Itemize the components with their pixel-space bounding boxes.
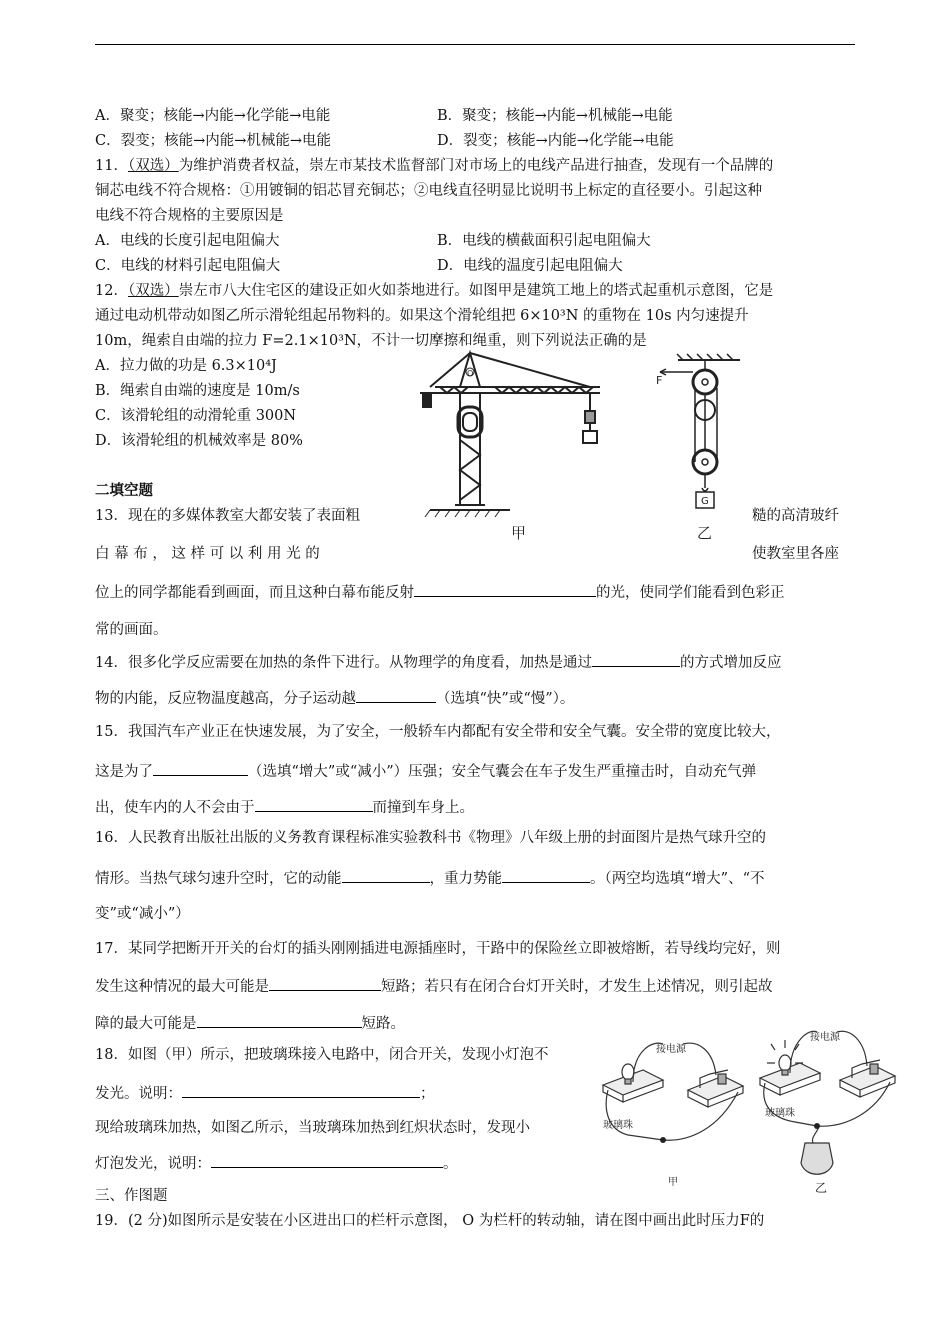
q14-line2a: 物的内能，反应物温度越高，分子运动越 [95, 691, 356, 707]
q13-line3b: 的光，使同学们能看到色彩正 [596, 585, 785, 601]
q17-line2a: 发生这种情况的最大可能是 [95, 979, 269, 995]
q11-number: 11． [95, 158, 128, 174]
q17-line1: 17．某同学把断开开关的台灯的插头刚刚插进电源插座时，干路中的保险丝立即被熔断，若导线均完好，则 [95, 941, 781, 957]
q15-line3 [95, 797, 474, 818]
q13-line3 [95, 582, 785, 603]
q15-line2 [95, 761, 756, 782]
q12-line1 [95, 281, 773, 301]
q15-line1: 15．我国汽车产业正在快速发展，为了安全，一般轿车内都配有安全带和安全气囊。安全带的宽度比较大， [95, 724, 781, 740]
q11-text: 为维护消费者权益，崇左市某技术监督部门对市场上的电线产品进行抽查，发现有一个品牌的 [178, 158, 774, 174]
q17-line3b: 短路。 [361, 1016, 405, 1032]
q15-line3b: 而撞到车身上。 [372, 800, 474, 816]
q11-line3: 电线不符合规格的主要原因是 [95, 208, 284, 224]
q12-option-c: C．该滑轮组的动滑轮重 300N [95, 408, 297, 424]
q17-line2b: 短路；若只有在闭合台灯开关时，才发生上述情况，则引起故 [381, 979, 773, 995]
q14-line1a: 14．很多化学反应需要在加热的条件下进行。从物理学的角度看，加热是通过 [95, 655, 592, 671]
q18-blank-2[interactable] [211, 1153, 443, 1168]
q11-tag: （双选） [127, 158, 179, 174]
q18-line3: 现给玻璃珠加热，如图乙所示，当玻璃珠加热到红炽状态时，发现小 [95, 1120, 530, 1136]
q18-line4b: 。 [443, 1156, 458, 1172]
q12-option-d: D．该滑轮组的机械效率是 80% [95, 433, 303, 449]
pulley-figure [650, 350, 740, 545]
q11-option-d: D．电线的温度引起电阻偏大 [437, 258, 623, 274]
q13-line1a: 13．现在的多媒体教室大都安装了表面粗 [95, 508, 360, 524]
crane-pivot-label: O [467, 369, 474, 378]
pulley-weight-label: G [701, 496, 709, 507]
q16-blank-2[interactable] [502, 868, 590, 883]
q12-text: 崇左市八大住宅区的建设正如火如荼地进行。如图甲是建筑工地上的塔式起重机示意图，它是 [178, 283, 774, 299]
section-2-heading: 二填空题 [95, 482, 153, 499]
q12-option-b: B．绳索自由端的速度是 10m/s [95, 383, 300, 399]
circuit-jia-label: 甲 [668, 1177, 678, 1188]
q12-line2: 通过电动机带动如图乙所示滑轮组起吊物料的。如果这个滑轮组把 6×10³N 的重物在 10s 内匀速提升 [95, 308, 749, 324]
circuit-jia-power-label: 接电源 [656, 1044, 686, 1055]
crane-figure [415, 345, 615, 545]
crane-label-jia: 甲 [511, 524, 527, 542]
q13-line2b: 使教室里各座 [752, 546, 839, 562]
q15-line2b: （选填“增大”或“减小”）压强；安全气囊会在车子发生严重撞击时，自动充气弹 [248, 764, 757, 780]
q18-blank-1[interactable] [182, 1083, 420, 1098]
q10-option-a: A．聚变；核能→内能→化学能→电能 [95, 108, 331, 124]
q14-blank-1[interactable] [592, 652, 680, 667]
q12-tag: （双选） [127, 283, 179, 299]
q17-line3 [95, 1013, 405, 1034]
q13-line2a: 白 幕 布 ， 这 样 可 以 利 用 光 的 [95, 546, 320, 562]
q10-option-d: D．裂变；核能→内能→化学能→电能 [437, 133, 674, 149]
q15-line3a: 出，使车内的人不会由于 [95, 800, 255, 816]
section-3-heading: 三、作图题 [95, 1188, 168, 1204]
q18-line4a: 灯泡发光，说明： [95, 1156, 211, 1172]
q17-line3a: 障的最大可能是 [95, 1016, 197, 1032]
q11-option-b: B．电线的横截面积引起电阻偏大 [437, 233, 651, 249]
q11-option-a: A．电线的长度引起电阻偏大 [95, 233, 280, 249]
circuit-yi-bead-label: 玻璃珠 [765, 1108, 795, 1119]
circuit-yi-label: 乙 [815, 1181, 828, 1195]
q11-line1 [95, 156, 773, 176]
q15-blank-2[interactable] [255, 797, 373, 812]
q11-line2: 铜芯电线不符合规格：①用镀铜的铝芯冒充铜芯；②电线直径明显比说明书上标定的直径要小。引起这种 [95, 183, 762, 199]
q17-blank-2[interactable] [197, 1013, 362, 1028]
circuit-figure-yi [755, 1018, 900, 1198]
q16-blank-1[interactable] [342, 868, 430, 883]
q13-line3a: 位上的同学都能看到画面，而且这种白幕布能反射 [95, 585, 414, 601]
q12-number: 12． [95, 283, 128, 299]
q11-option-c: C．电线的材料引起电阻偏大 [95, 258, 281, 274]
q16-line2a: 情形。当热气球匀速升空时，它的动能 [95, 871, 342, 887]
q17-blank-1[interactable] [269, 976, 381, 991]
q15-line2a: 这是为了 [95, 764, 153, 780]
pulley-force-label: F [656, 374, 663, 387]
q19-line1: 19．(2 分)如图所示是安装在小区进出口的栏杆示意图， O 为栏杆的转动轴，请在图中画出此时压力F的 [95, 1213, 765, 1229]
q16-line2b: ，重力势能 [429, 871, 502, 887]
q10-option-b: B．聚变；核能→内能→机械能→电能 [437, 108, 673, 124]
q17-line2 [95, 976, 773, 997]
q16-line1: 16．人民教育出版社出版的义务教育课程标准实验教科书《物理》八年级上册的封面图片是热气球升空的 [95, 830, 766, 846]
q14-line1 [95, 652, 781, 673]
circuit-figure-jia [598, 1030, 748, 1190]
circuit-yi-power-label: 接电源 [810, 1032, 840, 1043]
q18-line2 [95, 1083, 435, 1104]
q14-line1b: 的方式增加反应 [679, 655, 782, 671]
q14-blank-2[interactable] [356, 688, 436, 703]
q15-blank-1[interactable] [153, 761, 248, 776]
q18-line4 [95, 1153, 458, 1174]
q18-line1: 18．如图（甲）所示，把玻璃珠接入电路中，闭合开关，发现小灯泡不 [95, 1047, 549, 1063]
q18-line2a: 发光。说明： [95, 1086, 182, 1102]
q14-line2b: （选填“快”或“慢”）。 [436, 691, 575, 707]
q18-line2b: ； [420, 1086, 435, 1102]
q16-line3: 变”或“减小”） [95, 906, 190, 922]
pulley-label-yi: 乙 [697, 524, 713, 542]
q13-line1b: 糙的高清玻纤 [752, 508, 839, 524]
q13-line4: 常的画面。 [95, 622, 168, 638]
q13-blank[interactable] [414, 582, 596, 597]
q16-line2c: 。（两空均选填“增大”、“不 [590, 871, 765, 887]
q12-option-a: A．拉力做的功是 6.3×10⁴J [95, 358, 277, 374]
q16-line2 [95, 868, 765, 889]
circuit-jia-bead-label: 玻璃珠 [603, 1120, 633, 1131]
q10-option-c: C．裂变；核能→内能→机械能→电能 [95, 133, 332, 149]
header-rule [95, 44, 855, 45]
q14-line2 [95, 688, 574, 709]
q12-line3: 10m，绳索自由端的拉力 F=2.1×10³N，不计一切摩擦和绳重，则下列说法正确的是 [95, 333, 647, 349]
